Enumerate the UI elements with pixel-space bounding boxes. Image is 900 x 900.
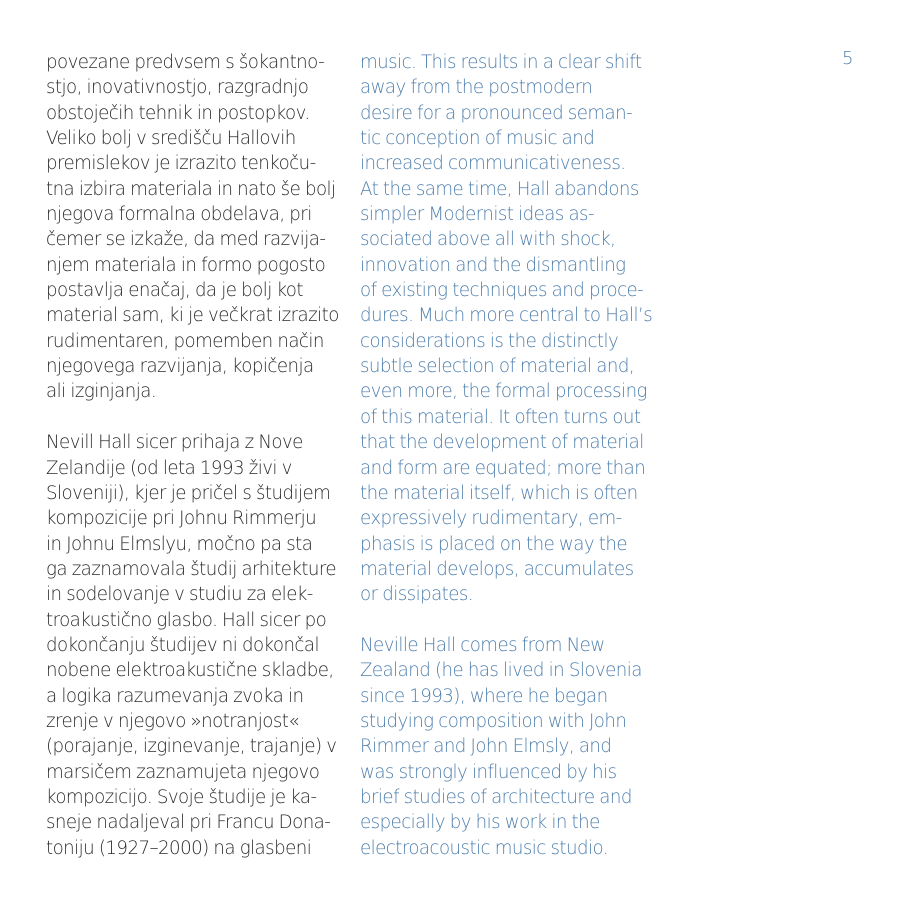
- text-line: Neville Hall comes from New: [360, 634, 605, 656]
- text-line: obstoječih tehnik in postopkov.: [46, 102, 310, 124]
- text-line: that the development of material: [360, 432, 644, 454]
- text-line: rudimentaren, pomemben način: [46, 330, 324, 352]
- text-line: electroacoustic music studio.: [360, 837, 608, 859]
- text-line: since 1993), where he began: [360, 685, 608, 707]
- text-line: sneje nadaljeval pri Francu Dona-: [46, 812, 331, 834]
- text-line: zrenje v njegovo »notranjost«: [46, 710, 299, 732]
- text-line: the material itself, which is often: [360, 482, 638, 504]
- paragraph-spacer: [360, 608, 660, 633]
- text-line: was strongly influenced by his: [360, 761, 617, 783]
- text-line: sociated above all with shock,: [360, 229, 616, 251]
- text-line: Veliko bolj v središču Hallovih: [46, 128, 296, 150]
- text-line: Sloveniji), kjer je pričel s študijem: [46, 482, 331, 504]
- text-line: innovation and the dismantling: [360, 254, 626, 276]
- text-line: tna izbira materiala in nato še bolj: [46, 178, 336, 200]
- slovene-text-column: [46, 50, 346, 861]
- text-line: kompozicijo. Svoje študije je ka-: [46, 786, 317, 808]
- text-line: troakustično glasbo. Hall sicer po: [46, 609, 327, 631]
- text-line: considerations is the distinctly: [360, 330, 619, 352]
- text-line: Nevill Hall sicer prihaja z Nove: [46, 432, 303, 454]
- text-line: of existing techniques and proce-: [360, 280, 644, 302]
- text-line: Zealand (he has lived in Slovenia: [360, 660, 642, 682]
- text-line: toniju (1927–2000) na glasbeni: [46, 837, 312, 859]
- slovene-paragraph-1: [46, 50, 346, 405]
- text-line: expressively rudimentary, em-: [360, 508, 622, 530]
- text-line: Zelandije (od leta 1993 živi v: [46, 457, 292, 479]
- text-line: in Johnu Elmslyu, močno pa sta: [46, 533, 313, 555]
- text-line: povezane predvsem s šokantno-: [46, 52, 325, 73]
- text-line: of this material. It often turns out: [360, 406, 641, 428]
- text-line: njegovega razvijanja, kopičenja: [46, 356, 314, 378]
- text-line: premislekov je izrazito tenkoču-: [46, 153, 316, 175]
- text-line: away from the postmodern: [360, 77, 593, 99]
- text-line: dures. Much more central to Hall’s: [360, 305, 653, 327]
- text-line: simpler Modernist ideas as-: [360, 204, 594, 226]
- text-line: dokončanju študijev ni dokončal: [46, 634, 319, 656]
- text-line: even more, the formal processing: [360, 381, 647, 403]
- text-line: čemer se izkaže, da med razvija-: [46, 229, 326, 251]
- text-line: kompozicije pri Johnu Rimmerju: [46, 508, 317, 530]
- text-line: a logika razumevanja zvoka in: [46, 685, 304, 707]
- text-line: subtle selection of material and,: [360, 356, 635, 378]
- text-line: studying composition with John: [360, 710, 627, 732]
- english-paragraph-2: [360, 633, 660, 861]
- text-line: phasis is placed on the way the: [360, 533, 627, 555]
- text-line: increased communicativeness.: [360, 153, 626, 175]
- text-line: material sam, ki je večkrat izrazito: [46, 305, 339, 327]
- text-line: in sodelovanje v studiu za elek-: [46, 584, 313, 606]
- text-line: material develops, accumulates: [360, 558, 634, 580]
- text-line: njegova formalna obdelava, pri: [46, 204, 312, 226]
- text-line: or dissipates.: [360, 584, 474, 606]
- text-line: ali izginjanja.: [46, 381, 157, 403]
- text-line: postavlja enačaj, da je bolj kot: [46, 280, 303, 302]
- page-number: 5: [842, 48, 854, 69]
- text-line: At the same time, Hall abandons: [360, 178, 639, 200]
- text-line: stjo, inovativnostjo, razgradnjo: [46, 77, 309, 99]
- text-line: nobene elektroakustične skladbe,: [46, 660, 334, 682]
- text-line: desire for a pronounced seman-: [360, 102, 633, 124]
- text-line: especially by his work in the: [360, 812, 600, 834]
- slovene-paragraph-2: [46, 430, 346, 861]
- text-line: brief studies of architecture and: [360, 786, 632, 808]
- paragraph-spacer: [46, 405, 346, 430]
- english-text-column: [360, 50, 660, 861]
- text-line: tic conception of music and: [360, 128, 595, 150]
- text-line: marsičem zaznamujeta njegovo: [46, 761, 320, 783]
- text-line: ga zaznamovala študij arhitekture: [46, 558, 337, 580]
- text-line: Rimmer and John Elmsly, and: [360, 736, 612, 758]
- text-line: and form are equated; more than: [360, 457, 646, 479]
- text-line: (porajanje, izginevanje, trajanje) v: [46, 736, 337, 758]
- text-line: njem materiala in formo pogosto: [46, 254, 326, 276]
- english-paragraph-1: [360, 50, 660, 608]
- text-line: music. This results in a clear shift: [360, 52, 642, 73]
